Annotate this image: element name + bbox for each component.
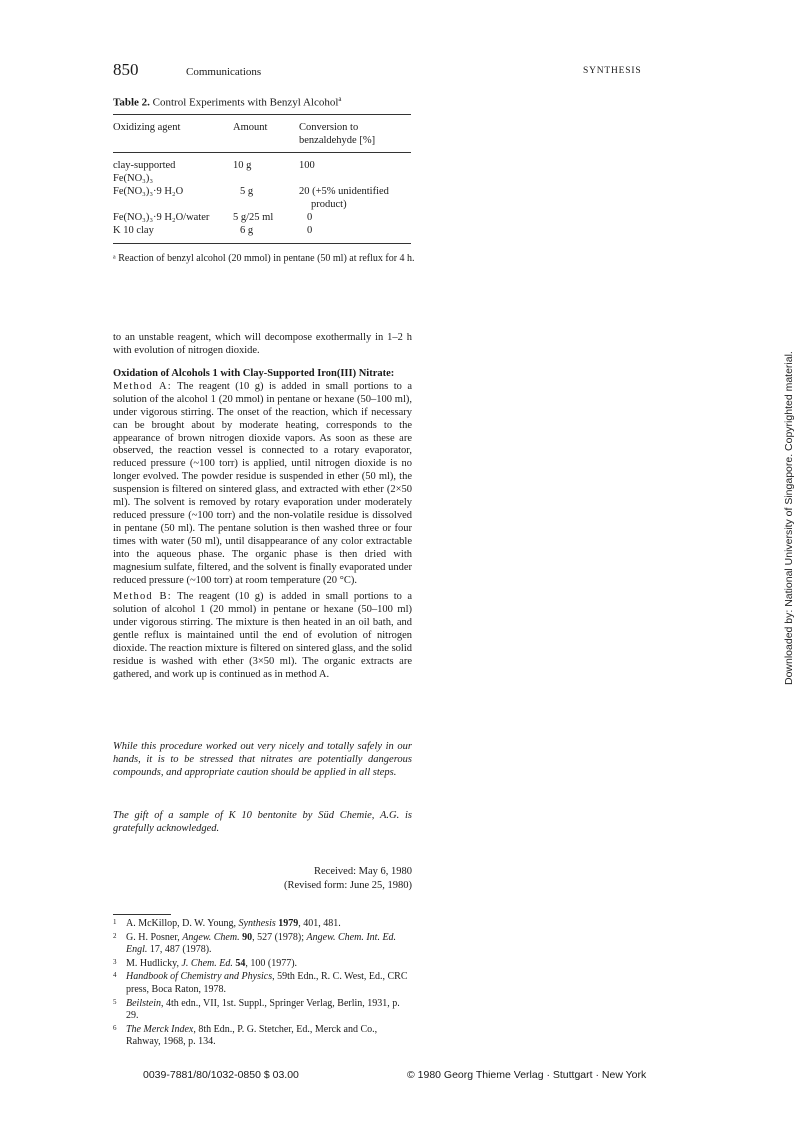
reference-item: 5 Beilstein, 4th edn., VII, 1st. Suppl., Springer Verlag, Berlin, 1931, p. 29. (113, 997, 400, 1022)
reference-number: 1 (113, 918, 117, 926)
row-conversion: 0 (307, 212, 313, 223)
table-body (113, 159, 413, 237)
method-b-text: The reagent (10 g) is added in small portions to a solution of alcohol 1 (20 mmol) in pentane or hexane (50–100 ml) under vigorous stirring. The mixture is then heated in an oil bath, and gentle reflux is maintained until the end of evolution of nitrogen dioxide. The reaction mixture is filtered on sintered glass, and the solid residue is washed with ether (3×50 ml). The organic extracts are gathered, and work up is continued as in method A. (113, 591, 412, 680)
table-row (113, 159, 413, 185)
received-date (180, 865, 412, 893)
row-agent-line2: Fe(NO₃)₃ (113, 173, 153, 184)
method-a-text: The reagent (10 g) is added in small portions to a solution of the alcohol 1 (20 mmol) in pentane or hexane (50–100 ml), under vigorous stirring. The onset of the reaction, which if necessary can be brought about by moderate heating, corresponds to the appearance of brown nitrogen dioxide vapors. As soon as these are observed, the reaction vessel is connected to a rotary evaporator, reduced pressure (~100 torr) is applied, until nitrogen dioxide is no longer evolved. The powder residue is suspended in ether (50 ml), the suspension is filtered on sintered glass, and extracted with ether (2×50 ml). The solvent is removed by rotary evaporation under moderately reduced pressure (~100 torr) and the non-volatile residue is dissolved in pentane (50 ml). The pentane solution is then washed three or four times with water (50 ml), until disappearance of any color extractable into the aqueous phase. The organic phase is then dried with magnesium sulfate, filtered, and the solvent is finally evaporated under reduced pressure (~100 torr) at room temperature (20 °C). (113, 380, 412, 586)
header-agent: Oxidizing agent (113, 122, 181, 133)
table-bottom-rule (113, 243, 411, 244)
method-b-paragraph (113, 591, 412, 681)
table-top-rule (113, 114, 411, 115)
row-amount: 5 g (240, 186, 254, 197)
table-row (113, 211, 413, 224)
row-conversion-line2: product) (311, 199, 347, 210)
acknowledgement: The gift of a sample of K 10 bentonite by Süd Chemie, A.G. is gratefully acknowledged. (113, 810, 412, 834)
reference-number: 6 (113, 1023, 117, 1032)
reference-item: 6 The Merck Index, 8th Edn., P. G. Stetcher, Ed., Merck and Co., Rahway, 1968, p. 134. (113, 1023, 378, 1048)
revised-line: (Revised form: June 25, 1980) (283, 880, 412, 891)
references-list (113, 918, 413, 1050)
row-agent-line1: clay-supported (113, 160, 176, 171)
reference-number: 4 (113, 971, 117, 980)
reference-item: 3 M. Hudlicky, J. Chem. Ed. 54, 100 (1977). (113, 957, 298, 969)
header-conversion-line1: Conversion to (299, 122, 359, 133)
footer-code: 0039-7881/80/1032-0850 $ 03.00 (143, 1069, 299, 1081)
row-amount: 6 g (240, 225, 254, 236)
header-amount: Amount (233, 122, 268, 133)
reference-item: 4 Handbook of Chemistry and Physics, 59th Edn., R. C. West, Ed., CRC press, Boca Raton, 1978. (113, 971, 408, 995)
download-notice: Downloaded by: National University of Singapore. Copyrighted material. (783, 351, 795, 685)
reference-item: 1 A. McKillop, D. W. Young, Synthesis 1979, 401, 481. (113, 918, 341, 929)
intro-paragraph: to an unstable reagent, which will decompose exothermally in 1–2 h with evolution of nitrogen dioxide. (113, 332, 412, 356)
caution-paragraph: While this procedure worked out very nicely and totally safely in our hands, it is to be stressed that nitrates are potentially dangerous compounds, and appropriate caution should be applied in all steps. (113, 741, 412, 778)
section-title: Communications (186, 66, 262, 78)
row-amount: 10 g (233, 160, 252, 171)
table-footnote: ᵃ Reaction of benzyl alcohol (20 mmol) in pentane (50 ml) at reflux for 4 h. (113, 253, 415, 264)
table-label: Table 2. (113, 96, 150, 109)
procedure-heading: Oxidation of Alcohols 1 with Clay-Supported Iron(III) Nitrate: (113, 368, 395, 379)
row-conversion-line1: 20 (+5% unidentified (299, 186, 389, 197)
row-conversion: 0 (307, 225, 313, 236)
table-caption-mark: a (338, 95, 342, 103)
table-header-rule (113, 152, 411, 153)
reference-number: 5 (113, 997, 117, 1006)
footer-copyright: © 1980 Georg Thieme Verlag · Stuttgart · New York (407, 1069, 647, 1081)
table-row (113, 224, 413, 237)
header-conversion-line2: benzaldehyde [%] (299, 135, 376, 146)
row-conversion: 100 (299, 160, 315, 171)
reference-item: 2 G. H. Posner, Angew. Chem. 90, 527 (1978); Angew. Chem. Int. Ed. Engl. 17, 487 (1978). (113, 931, 397, 956)
header-conversion (299, 121, 415, 147)
row-agent-line1: Fe(NO₃)₃·9 H₂O/water (113, 212, 210, 223)
method-a-paragraph (113, 381, 412, 588)
row-agent-line1: Fe(NO₃)₃·9 H₂O (113, 186, 184, 197)
row-agent-line1: K 10 clay (113, 225, 154, 236)
table-header (113, 121, 413, 147)
reference-number: 2 (113, 931, 117, 940)
procedure-section (113, 368, 412, 682)
page-number: 850 (113, 60, 139, 79)
method-b-label: Method B: (113, 591, 172, 603)
table-caption (113, 95, 342, 109)
method-a-label: Method A: (113, 380, 172, 392)
references-rule (113, 914, 171, 915)
table-caption-text: Control Experiments with Benzyl Alcohol (152, 96, 339, 109)
table-row (113, 185, 413, 211)
journal-name: SYNTHESIS (583, 66, 642, 76)
row-amount: 5 g/25 ml (233, 212, 274, 223)
reference-number: 3 (113, 957, 117, 966)
received-line: Received: May 6, 1980 (314, 866, 412, 877)
